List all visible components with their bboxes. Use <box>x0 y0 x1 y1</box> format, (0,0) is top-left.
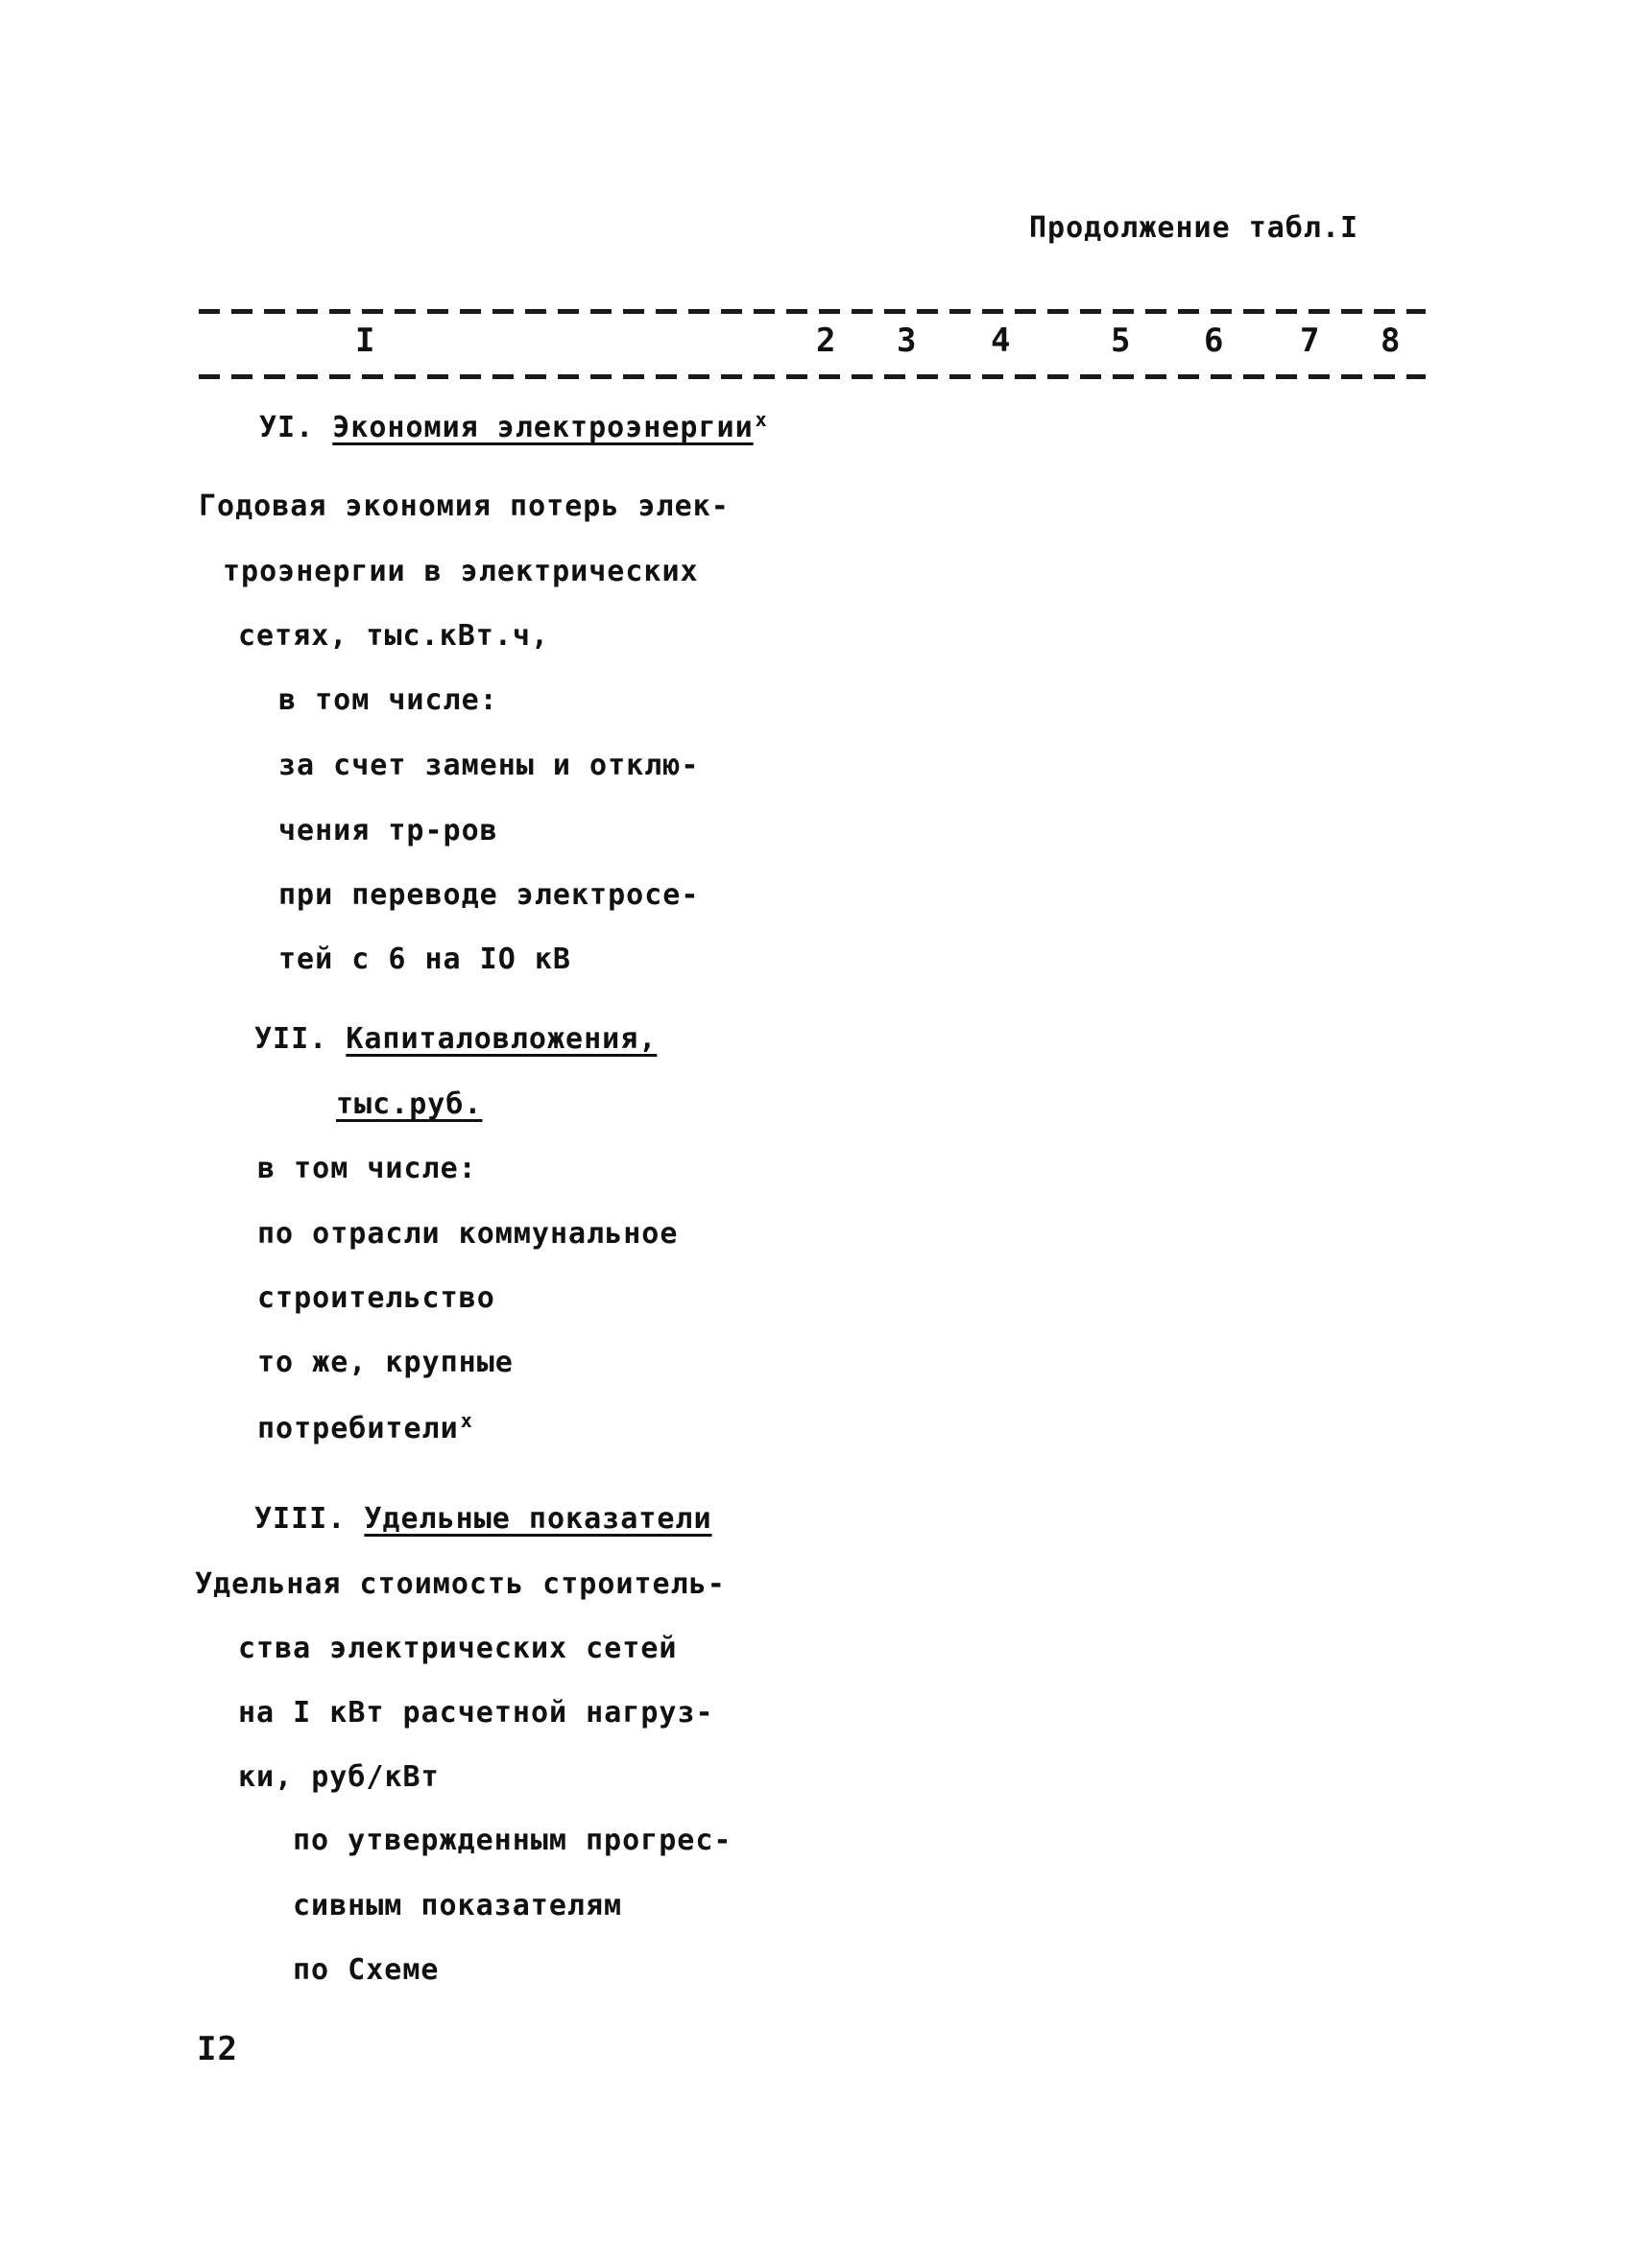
header-rule-bottom <box>199 374 1426 379</box>
section-8-number: УIII. <box>254 1502 347 1536</box>
section-6-number: УI. <box>259 411 315 444</box>
section-7-heading <box>254 1022 657 1056</box>
section-8-line: ки, руб/кВт <box>238 1760 440 1794</box>
section-7-last-line <box>257 1409 473 1445</box>
section-6-line: за счет замены и отклю- <box>278 749 700 782</box>
section-6-footnote-mark: x <box>755 408 768 431</box>
table-caption: Продолжение табл.I <box>1029 211 1359 245</box>
section-7-number: УII. <box>254 1022 328 1056</box>
section-7-line: то же, крупные <box>257 1346 514 1379</box>
section-8-line: Удельная стоимость строитель- <box>195 1567 726 1601</box>
section-6-line: Годовая экономия потерь элек- <box>199 489 730 523</box>
section-6-heading <box>259 408 768 444</box>
column-header-5: 5 <box>1111 322 1131 360</box>
section-8-title: Удельные показатели <box>364 1502 712 1536</box>
column-header-6: 6 <box>1204 322 1224 360</box>
section-6-line: троэнергии в электрических <box>223 555 699 588</box>
section-6-line: при переводе электросе- <box>278 878 700 912</box>
section-7-title-continued: тыс.руб. <box>336 1087 483 1121</box>
column-header-8: 8 <box>1381 322 1401 360</box>
column-header-2: 2 <box>816 322 836 360</box>
section-6-title: Экономия электроэнергии <box>332 411 754 444</box>
column-header-1: I <box>355 322 375 360</box>
column-header-7: 7 <box>1300 322 1320 360</box>
section-7-line: потребители <box>257 1412 459 1445</box>
section-8-line: на I кВт расчетной нагруз- <box>238 1696 714 1730</box>
section-7-line: в том числе: <box>257 1152 477 1185</box>
section-8-line: сивным показателям <box>293 1889 623 1922</box>
section-8-line: по Схеме <box>293 1953 440 1987</box>
section-6-line: тей с 6 на IO кВ <box>278 943 571 976</box>
section-7-line: по отрасли коммунальное <box>257 1217 679 1251</box>
section-6-line: чения тр-ров <box>278 814 498 848</box>
section-6-line: в том числе: <box>278 683 498 717</box>
section-8-line: по утвержденным прогрес- <box>293 1824 732 1857</box>
column-header-3: 3 <box>897 322 917 360</box>
section-6-line: сетях, тыс.кВт.ч, <box>238 619 550 653</box>
section-8-line: ства электрических сетей <box>238 1632 678 1665</box>
column-header-4: 4 <box>991 322 1011 360</box>
page-number: I2 <box>197 2030 238 2068</box>
section-7-line: строительство <box>257 1281 495 1315</box>
header-rule-top <box>199 309 1426 314</box>
section-7-footnote-mark: x <box>460 1409 473 1432</box>
section-7-title: Капиталовложения, <box>346 1022 658 1056</box>
section-8-heading <box>254 1502 712 1536</box>
